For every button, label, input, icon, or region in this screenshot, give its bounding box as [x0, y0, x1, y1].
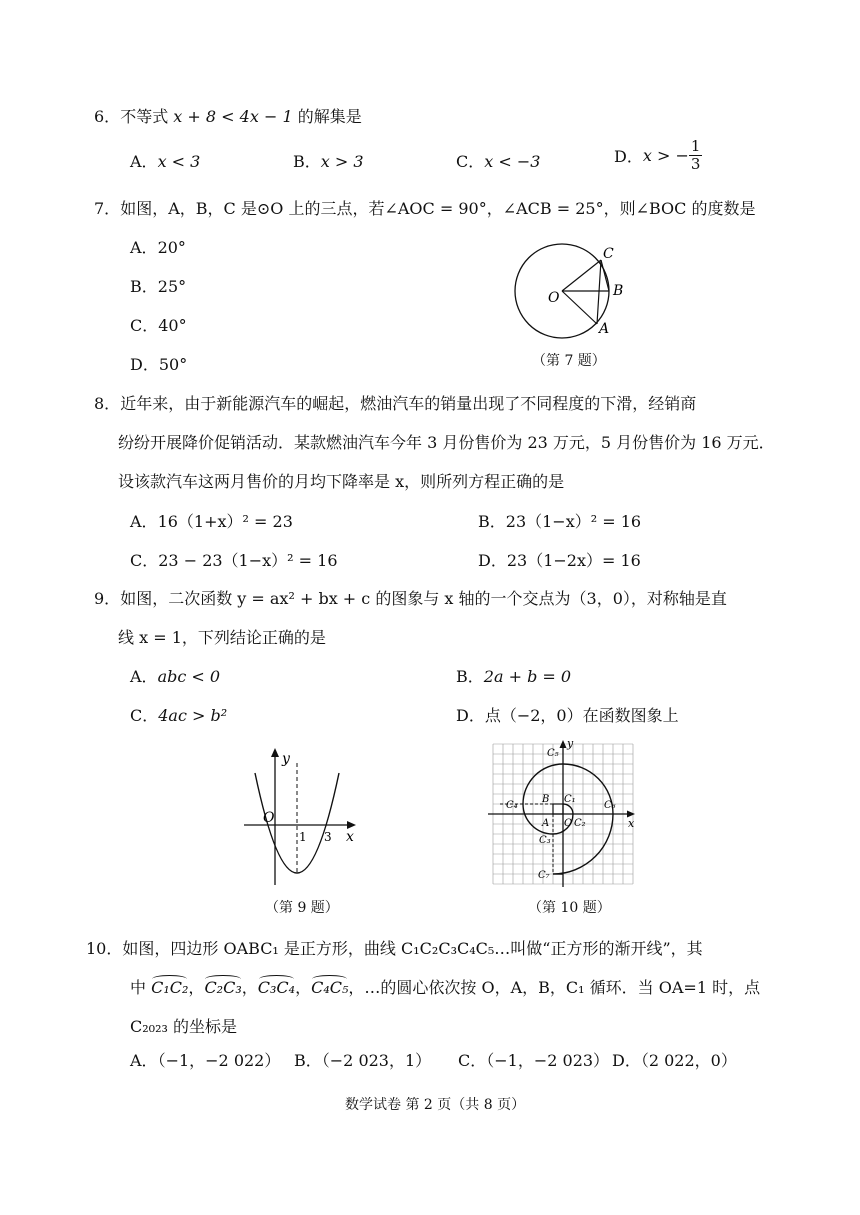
segment-oa [562, 291, 597, 324]
q10-involute-figure [486, 737, 638, 890]
q8-line1: 8．近年来，由于新能源汽车的崛起，燃油汽车的销量出现了不同程度的下滑，经销商 [94, 394, 697, 413]
square-oabc1 [553, 804, 563, 814]
label-c6: C₆ [604, 800, 616, 811]
q7-circle-figure [505, 238, 635, 348]
label-o: O [564, 818, 573, 829]
label-a: A [542, 818, 550, 829]
q6-option-b: B．x > 3 [293, 152, 364, 171]
label-b: B [613, 283, 624, 299]
label-b: B [542, 794, 550, 805]
label-c7: C₇ [538, 870, 550, 881]
q6-option-a: A．x < 3 [130, 152, 201, 171]
arc-c4c5: C₄C₅ [311, 978, 349, 997]
q7-caption: （第 7 题） [532, 353, 606, 369]
q10-line2: 中 C₁C₂，C₂C₃，C₃C₄，C₄C₅，…的圆心依次按 O，A，B，C₁ 循环．当 OA=1 时，点 [130, 978, 761, 997]
label-x: x [628, 817, 635, 830]
q8-option-a: A．16（1+x）² = 23 [130, 512, 293, 531]
segment-oc [562, 260, 601, 291]
label-1: 1 [299, 830, 307, 844]
arc-c1c2: C₁C₂ [151, 978, 189, 997]
q6-inequality: x + 8 < 4x − 1 [173, 107, 293, 126]
label-x: x [346, 829, 354, 845]
q6-fraction: $\frac{1}{3}$ [690, 137, 701, 173]
label-c5: C₅ [547, 748, 559, 759]
label-c2: C₂ [574, 818, 586, 829]
q9-option-b: B．2a + b = 0 [456, 667, 572, 686]
arc-c3c4: C₃C₄ [257, 978, 296, 997]
segment-cb [601, 260, 609, 291]
q6-option-c: C．x < −3 [456, 152, 541, 171]
label-c1: C₁ [564, 794, 576, 805]
q10-option-b: B．（−2 023，1） [294, 1051, 432, 1070]
q9-option-a: A．abc < 0 [130, 667, 221, 686]
q9-caption: （第 9 题） [265, 900, 339, 916]
q8-option-d: D．23（1−2x）= 16 [478, 551, 641, 570]
q9-option-d: D．点（−2，0）在函数图象上 [456, 706, 679, 725]
label-o: O [548, 290, 560, 306]
q10-line3: C₂₀₂₃ 的坐标是 [130, 1017, 237, 1036]
q10-caption: （第 10 题） [528, 900, 611, 916]
q8-option-c: C．23 − 23（1−x）² = 16 [130, 551, 338, 570]
q6-stem: 6．不等式 x + 8 < 4x − 1 的解集是 [94, 107, 362, 126]
label-a: A [599, 321, 610, 337]
q7-stem: 7．如图，A，B，C 是⊙O 上的三点，若∠AOC = 90°，∠ACB = 25°，则∠BOC 的度数是 [94, 199, 756, 218]
q10-option-c: C．（−1，−2 023） [458, 1051, 610, 1070]
label-y: y [282, 751, 290, 767]
q9-parabola-figure [238, 745, 363, 890]
q7-option-d: D．50° [130, 355, 188, 374]
arc-c2c3: C₂C₃ [204, 978, 242, 997]
q10-option-a: A．（−1，−2 022） [130, 1051, 281, 1070]
q9-line2: 线 x = 1，下列结论正确的是 [118, 628, 326, 647]
segment-ca [597, 260, 601, 324]
q9-option-c: C．4ac > b² [130, 706, 228, 725]
label-o: O [263, 810, 275, 826]
x-axis-arrow-icon [347, 821, 356, 829]
q9-line1: 9．如图，二次函数 y = ax² + bx + c 的图象与 x 轴的一个交点为（3，0），对称轴是直 [94, 589, 727, 608]
label-c4: C₄ [506, 800, 518, 811]
label-3: 3 [324, 830, 332, 844]
q7-option-c: C．40° [130, 316, 187, 335]
q8-line3: 设该款汽车这两月售价的月均下降率是 x，则所列方程正确的是 [118, 472, 565, 491]
q7-option-a: A．20° [130, 238, 186, 257]
q10-option-d: D．（2 022，0） [612, 1051, 737, 1070]
q6-option-d: D．x > − $\frac{1}{3}$ [614, 137, 701, 173]
label-c: C [603, 246, 614, 262]
q7-option-b: B．25° [130, 277, 187, 296]
label-y: y [567, 737, 574, 750]
q10-line1: 10．如图，四边形 OABC₁ 是正方形，曲线 C₁C₂C₃C₄C₅…叫做“正方形的渐开线”，其 [86, 939, 703, 958]
q8-line2: 纷纷开展降价促销活动．某款燃油汽车今年 3 月份售价为 23 万元，5 月份售价为 16 万元． [118, 433, 775, 452]
page-footer: 数学试卷 第 2 页（共 8 页） [345, 1097, 526, 1113]
y-axis-arrow-icon [271, 748, 279, 757]
label-c3: C₃ [539, 835, 551, 846]
q8-option-b: B．23（1−x）² = 16 [478, 512, 642, 531]
